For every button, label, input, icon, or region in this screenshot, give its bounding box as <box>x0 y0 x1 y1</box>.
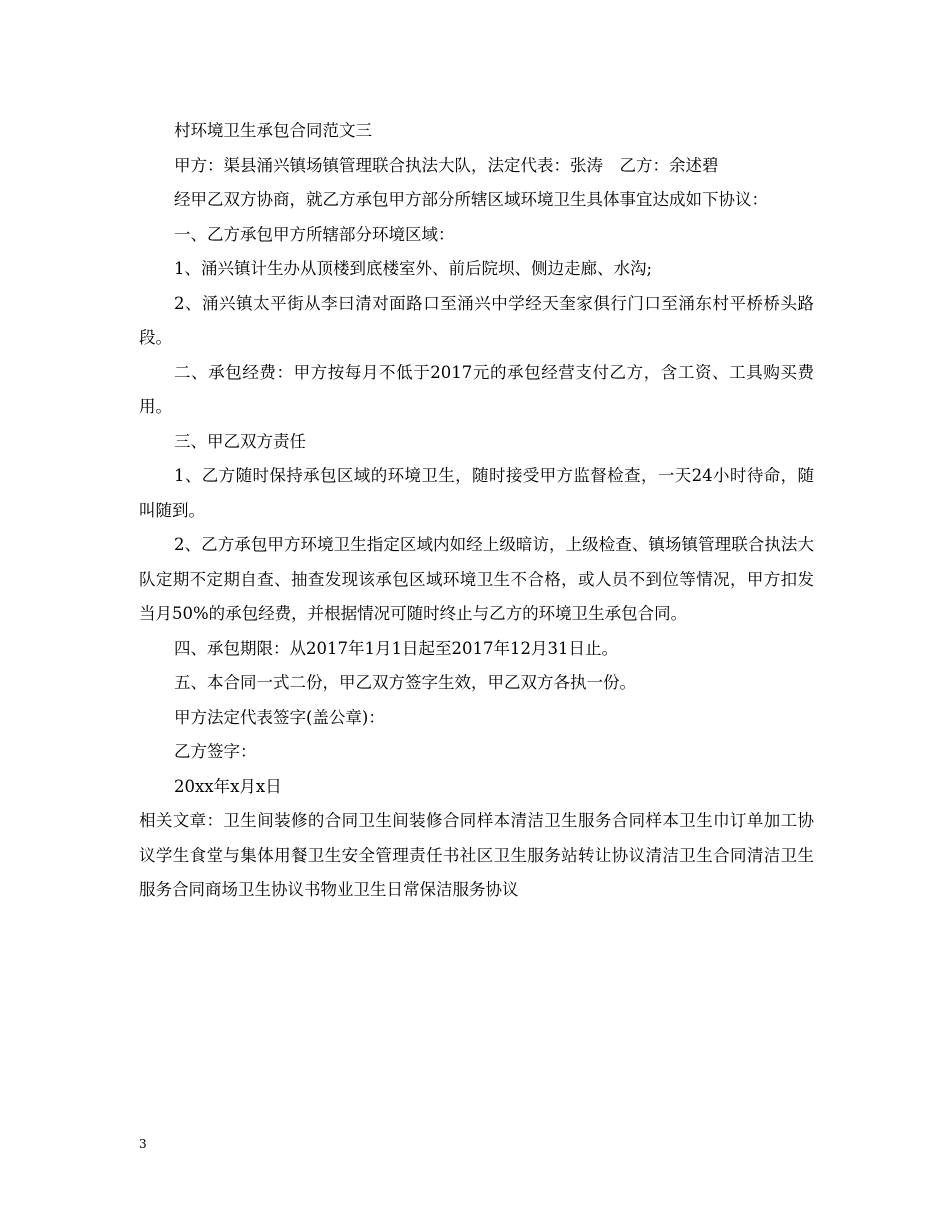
section-1-item-1: 1、涌兴镇计生办从顶楼到底楼室外、前后院坝、侧边走廊、水沟; <box>174 259 653 278</box>
section-4-paragraph: 四、承包期限：从2017年1月1日起至2017年12月31日止。 <box>174 638 618 658</box>
section-3-item-1: 1、乙方随时保持承包区域的环境卫生，随时接受甲方监督检查，一天24小时待命，随叫随到。 <box>139 466 814 520</box>
section-3-heading: 三、甲乙双方责任 <box>174 431 306 451</box>
related-articles: 相关文章：卫生间装修的合同卫生间装修合同样本清洁卫生服务合同样本卫生巾订单加工协议学生食堂与集体用餐卫生安全管理责任书社区卫生服务站转让协议清洁卫生合同清洁卫生服务合同商场卫生协议书物业卫生日常保洁服务协议 <box>139 811 814 899</box>
page-number: 3 <box>139 1137 147 1151</box>
section-2-paragraph: 二、承包经费：甲方按每月不低于2017元的承包经营支付乙方，含工资、工具购买费用。 <box>139 362 814 416</box>
section-1-heading: 一、乙方承包甲方所辖部分环境区域： <box>174 224 455 244</box>
intro-paragraph: 经甲乙双方协商，就乙方承包甲方部分所辖区域环境卫生具体事宜达成如下协议： <box>174 190 768 209</box>
party-b-signature-line: 乙方签字： <box>174 742 257 761</box>
date-line: 20xx年x月x日 <box>174 776 282 796</box>
document-body <box>139 114 814 908</box>
section-1-item-2: 2、涌兴镇太平街从李曰清对面路口至涌兴中学经天奎家俱行门口至涌东村平桥桥头路段。 <box>139 293 814 347</box>
section-3-item-2: 2、乙方承包甲方环境卫生指定区域内如经上级暗访，上级检查、镇场镇管理联合执法大队定期不定期自查、抽查发现该承包区域环境卫生不合格，或人员不到位等情况，甲方扣发当月50%的承包经费，并根据情况可随时终止与乙方的环境卫生承包合同。 <box>139 535 814 623</box>
party-a-signature-line: 甲方法定代表签字(盖公章)： <box>174 707 385 727</box>
section-5-paragraph: 五、本合同一式二份，甲乙双方签字生效，甲乙双方各执一份。 <box>174 673 636 692</box>
document-title: 村环境卫生承包合同范文三 <box>174 121 372 140</box>
parties-line: 甲方：渠县涌兴镇场镇管理联合执法大队，法定代表：张涛 乙方：余述碧 <box>174 155 719 175</box>
